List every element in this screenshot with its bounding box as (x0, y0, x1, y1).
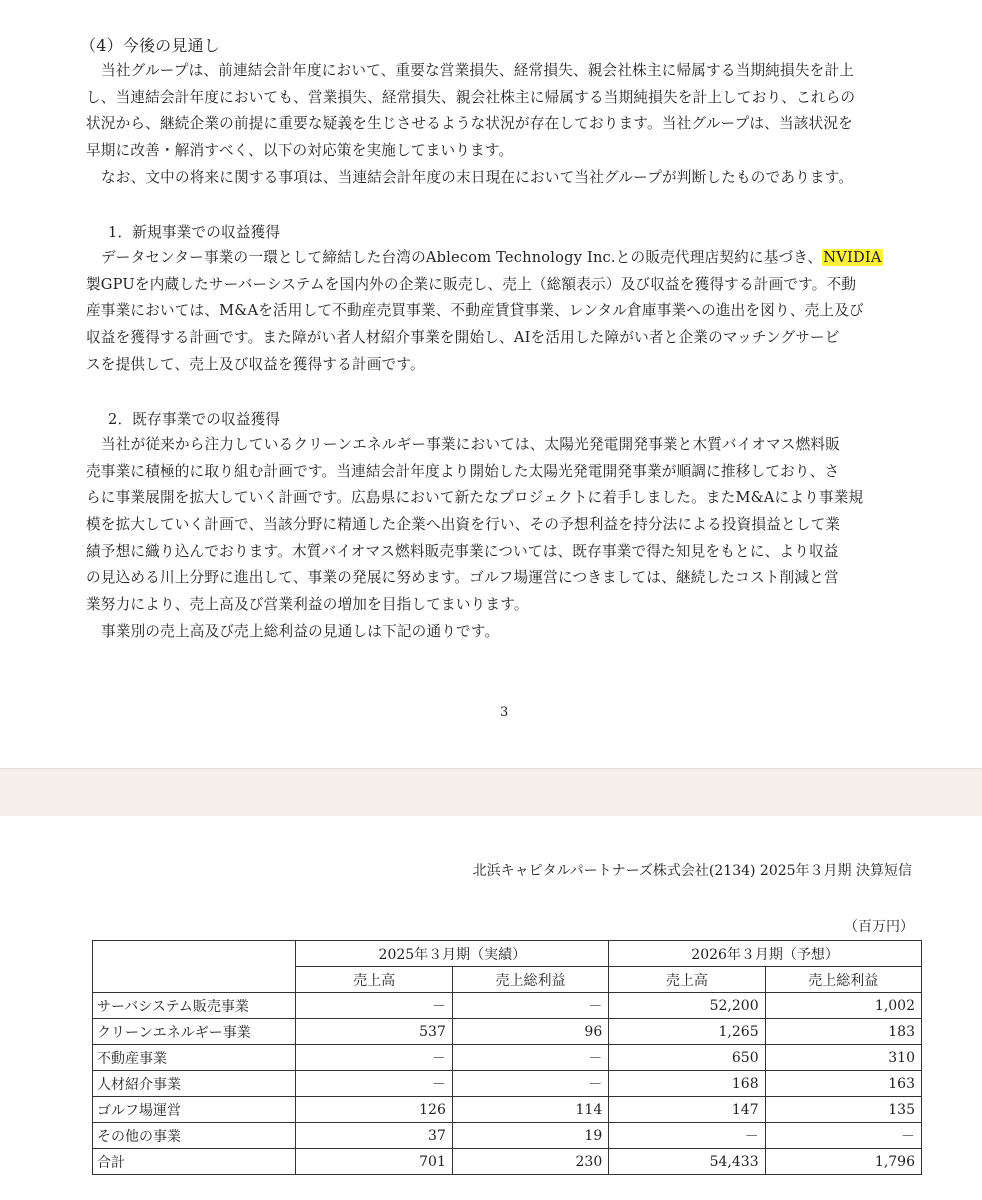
table-cell: － (296, 1045, 452, 1071)
table-row (93, 1097, 922, 1123)
table-cell: 54,433 (609, 1149, 765, 1175)
table-cell: 310 (765, 1045, 921, 1071)
text-line: し、当連結会計年度においても、営業損失、経常損失、親会社株主に帰属する当期純損失を計上しており、これらの (86, 88, 856, 106)
text-line: 当社が従来から注力しているクリーンエネルギー事業においては、太陽光発電開発事業と木質バイオマス燃料販 (101, 436, 840, 453)
table-cell: 163 (765, 1071, 921, 1097)
text-line: 模を拡大していく計画で、当該分野に精通した企業へ出資を行い、その予想利益を持分法による投資損益として業 (86, 516, 841, 534)
table-cell: 147 (609, 1097, 765, 1123)
text-line: 早期に改善・解消すべく、以下の対応策を実施してまいります。 (86, 142, 514, 160)
new-business-paragraph (86, 245, 883, 378)
segment-forecast-table (92, 940, 922, 1175)
column-header-gross-profit: 売上総利益 (452, 967, 608, 993)
text-line: 状況から、継続企業の前提に重要な疑義を生じさせるような状況が存在しております。当社グループは、当該状況を (86, 115, 853, 133)
table-cell: 183 (765, 1019, 921, 1045)
text-line: 製GPUを内蔵したサーバーシステムを国内外の企業に販売し、売上（総額表示）及び収益を獲得する計画です。不動 (86, 275, 857, 293)
row-label: サーバシステム販売事業 (93, 993, 296, 1019)
existing-business-paragraph (86, 432, 863, 646)
section-heading: （4）今後の見通し (80, 36, 220, 55)
report-page-4 (0, 816, 982, 1200)
text-span: データセンター事業の一環として締結した台湾のAblecom Technology Inc.との販売代理店契約に基づき、 (101, 249, 823, 266)
table-cell: 1,796 (765, 1149, 921, 1175)
row-label: クリーンエネルギー事業 (93, 1019, 296, 1045)
table-cell: 114 (452, 1097, 608, 1123)
table-row (93, 1071, 922, 1097)
table-total-row (93, 1149, 922, 1175)
table-cell: 96 (452, 1019, 608, 1045)
table-cell: 126 (296, 1097, 452, 1123)
row-label: 不動産事業 (93, 1045, 296, 1071)
period-forecast-header: 2026年３月期（予想） (609, 941, 922, 967)
table-cell: － (296, 993, 452, 1019)
table-cell: 537 (296, 1019, 452, 1045)
period-actual-header: 2025年３月期（実績） (296, 941, 609, 967)
table-cell: 230 (452, 1149, 608, 1175)
table-cell: 168 (609, 1071, 765, 1097)
table-cell: 650 (609, 1045, 765, 1071)
table-row (93, 1019, 922, 1045)
text-line: 売事業に積極的に取り組む計画です。当連結会計年度より開始した太陽光発電開発事業が順調に推移しており、さ (86, 462, 840, 480)
text-line: の見込める川上分野に進出して、事業の発展に努めます。ゴルフ場運営につきましては、継続したコスト削減と営 (86, 569, 839, 587)
table-cell: 37 (296, 1123, 452, 1149)
row-label: 合計 (93, 1149, 296, 1175)
column-header-sales: 売上高 (296, 967, 452, 993)
document-header: 北浜キャピタルパートナーズ株式会社(2134) 2025年３月期 決算短信 (472, 863, 912, 879)
text-line: らに事業展開を拡大していく計画です。広島県において新たなプロジェクトに着手しました。またM&Aにより事業規 (86, 489, 864, 507)
row-label: その他の事業 (93, 1123, 296, 1149)
table-cell: 1,002 (765, 993, 921, 1019)
row-label: ゴルフ場運営 (93, 1097, 296, 1123)
table-cell: － (296, 1071, 452, 1097)
outlook-paragraph (86, 58, 855, 191)
table-cell: － (452, 1071, 608, 1097)
table-cell: 19 (452, 1123, 608, 1149)
text-line: 産事業においては、M&Aを活用して不動産売買事業、不動産賃貸事業、レンタル倉庫事業への進出を図り、売上及び (86, 302, 864, 320)
column-header-sales: 売上高 (609, 967, 765, 993)
subheading-existing-business: 2．既存事業での収益獲得 (108, 411, 281, 428)
text-line: なお、文中の将来に関する事項は、当連結会計年度の末日現在において当社グループが判断したものであります。 (101, 168, 854, 186)
column-header-gross-profit: 売上総利益 (765, 967, 921, 993)
table-cell: － (765, 1123, 921, 1149)
text-line: スを提供して、売上及び収益を獲得する計画です。 (86, 355, 425, 373)
page-separator (0, 768, 982, 817)
table-header-row (93, 941, 922, 967)
table-cell: 701 (296, 1149, 452, 1175)
text-line: 収益を獲得する計画です。また障がい者人材紹介事業を開始し、AIを活用した障がい者と企業のマッチングサービ (86, 329, 840, 347)
table-cell: 135 (765, 1097, 921, 1123)
subheading-new-business: 1．新規事業での収益獲得 (108, 224, 281, 241)
table-row (93, 1045, 922, 1071)
text-line: 業努力により、売上高及び営業利益の増加を目指してまいります。 (86, 596, 529, 614)
unit-label: （百万円） (844, 919, 914, 935)
highlighted-text: NVIDIA (823, 249, 882, 266)
page-number: 3 (500, 705, 509, 720)
text-line: 当社グループは、前連結会計年度において、重要な営業損失、経常損失、親会社株主に帰属する当期純損失を計上 (101, 62, 855, 79)
row-label: 人材紹介事業 (93, 1071, 296, 1097)
table-corner-cell (93, 941, 296, 993)
table-cell: 52,200 (609, 993, 765, 1019)
table-cell: － (452, 993, 608, 1019)
table-row (93, 993, 922, 1019)
text-line: 績予想に織り込んでおります。木質バイオマス燃料販売事業については、既存事業で得た知見をもとに、より収益 (86, 542, 839, 560)
table-cell: 1,265 (609, 1019, 765, 1045)
table-cell: － (452, 1045, 608, 1071)
table-cell: － (609, 1123, 765, 1149)
text-line (86, 245, 883, 272)
text-line: 事業別の売上高及び売上総利益の見通しは下記の通りです。 (101, 622, 500, 640)
table-row (93, 1123, 922, 1149)
